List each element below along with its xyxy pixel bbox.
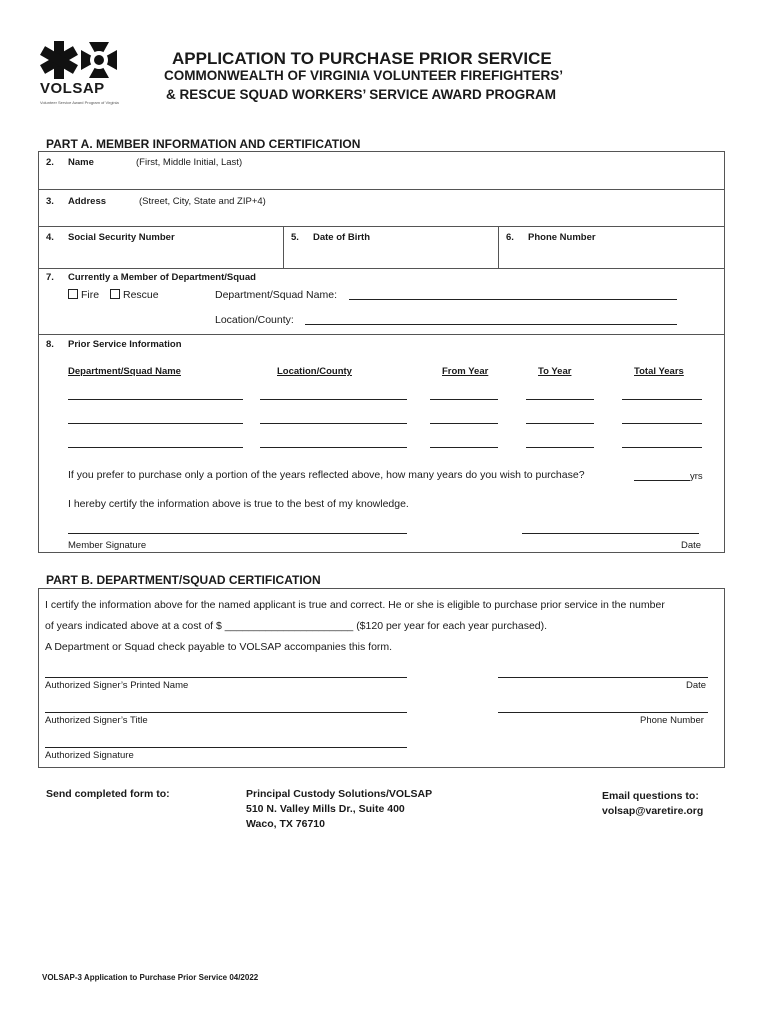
prior-service-label: Prior Service Information: [68, 339, 182, 350]
row2-location[interactable]: [260, 423, 407, 424]
col-from-year: From Year: [442, 366, 489, 377]
row3-to[interactable]: [526, 447, 594, 448]
printed-name-field[interactable]: [45, 677, 407, 678]
ssn-label: Social Security Number: [68, 232, 175, 243]
col-location: Location/County: [277, 366, 352, 377]
program-line-1: COMMONWEALTH OF VIRGINIA VOLUNTEER FIREFIGHTERS’: [164, 68, 563, 83]
dept-name-field[interactable]: [349, 299, 677, 300]
address-field[interactable]: [40, 208, 723, 225]
partb-date-field[interactable]: [498, 677, 708, 678]
dob-label: Date of Birth: [313, 232, 370, 243]
name-label: Name: [68, 157, 94, 168]
fire-checkbox[interactable]: Fire: [68, 289, 99, 301]
partb-line-2: of years indicated above at a cost of $ ______________________ ($120 per year for each year purchased).: [45, 620, 548, 632]
location-field[interactable]: [305, 324, 677, 325]
star-of-life-icon: [40, 40, 78, 80]
part-b-title: PART B. DEPARTMENT/SQUAD CERTIFICATION: [46, 573, 321, 587]
name-hint: (First, Middle Initial, Last): [136, 157, 243, 168]
row1-location[interactable]: [260, 399, 407, 400]
portion-years-field[interactable]: [634, 480, 690, 481]
row3-dept[interactable]: [68, 447, 243, 448]
page-title: APPLICATION TO PURCHASE PRIOR SERVICE: [172, 49, 552, 68]
form-id: VOLSAP-3 Application to Purchase Prior Service 04/2022: [42, 973, 259, 982]
mailing-address: Principal Custody Solutions/VOLSAP 510 N. Valley Mills Dr., Suite 400 Waco, TX 76710: [246, 788, 433, 830]
email-link[interactable]: volsap@varetire.org: [602, 805, 704, 817]
maltese-cross-icon: [80, 40, 118, 80]
phone-field[interactable]: [500, 245, 723, 266]
signer-title-field[interactable]: [45, 712, 407, 713]
volsap-logo: [38, 40, 120, 106]
row3-from[interactable]: [430, 447, 498, 448]
row2-from[interactable]: [430, 423, 498, 424]
certify-text: I hereby certify the information above is true to the best of my knowledge.: [68, 498, 409, 510]
partb-date-label: Date: [686, 680, 707, 691]
member-signature-label: Member Signature: [68, 540, 147, 551]
row1-total[interactable]: [622, 399, 702, 400]
program-line-2: & RESCUE SQUAD WORKERS’ SERVICE AWARD PROGRAM: [166, 87, 557, 102]
address-label: Address: [68, 196, 107, 207]
row1-to[interactable]: [526, 399, 594, 400]
row3-location[interactable]: [260, 447, 407, 448]
ssn-field[interactable]: [40, 245, 281, 266]
partb-phone-label: Phone Number: [640, 715, 704, 726]
row1-from[interactable]: [430, 399, 498, 400]
name-field[interactable]: [40, 170, 723, 188]
portion-question: If you prefer to purchase only a portion of the years reflected above, how many years do you wish to purchase?: [68, 469, 585, 481]
part-b-box: [38, 588, 725, 768]
signer-title-label: Authorized Signer’s Title: [45, 715, 148, 726]
authorized-signature-field[interactable]: [45, 747, 407, 748]
phone-label: Phone Number: [528, 232, 596, 243]
email-block: Email questions to: volsap@varetire.org: [602, 790, 704, 817]
row2-total[interactable]: [622, 423, 702, 424]
printed-name-label: Authorized Signer’s Printed Name: [45, 680, 189, 691]
address-hint: (Street, City, State and ZIP+4): [139, 196, 266, 207]
col-total-years: Total Years: [634, 366, 684, 377]
part-a-title: PART A. MEMBER INFORMATION AND CERTIFICATION: [46, 137, 361, 151]
member-signature-field[interactable]: [68, 533, 407, 534]
row2-dept[interactable]: [68, 423, 243, 424]
row2-to[interactable]: [526, 423, 594, 424]
location-label: Location/County:: [215, 314, 294, 326]
dept-name-label: Department/Squad Name:: [215, 289, 337, 301]
partb-line-3: A Department or Squad check payable to VOLSAP accompanies this form.: [45, 641, 393, 653]
partb-phone-field[interactable]: [498, 712, 708, 713]
logo-name: VOLSAP: [40, 80, 105, 97]
row1-dept[interactable]: [68, 399, 243, 400]
row3-total[interactable]: [622, 447, 702, 448]
dob-field[interactable]: [285, 245, 496, 266]
partb-line-1: I certify the information above for the named applicant is true and correct. He or she is eligible to purchase prior service in the number: [45, 599, 665, 611]
col-to-year: To Year: [538, 366, 572, 377]
authorized-signature-label: Authorized Signature: [45, 750, 134, 761]
cost-field[interactable]: ______________________: [224, 620, 354, 632]
checkbox-icon: [110, 289, 120, 299]
rescue-checkbox[interactable]: Rescue: [110, 289, 159, 301]
member-date-label: Date: [681, 540, 702, 551]
yrs-label: yrs: [690, 471, 703, 482]
member-label: Currently a Member of Department/Squad: [68, 272, 256, 283]
send-label: Send completed form to:: [46, 788, 170, 800]
member-date-field[interactable]: [522, 533, 699, 534]
checkbox-icon: [68, 289, 78, 299]
col-dept-name: Department/Squad Name: [68, 366, 181, 377]
logo-tagline: Volunteer Service Award Program of Virginia: [40, 100, 119, 105]
